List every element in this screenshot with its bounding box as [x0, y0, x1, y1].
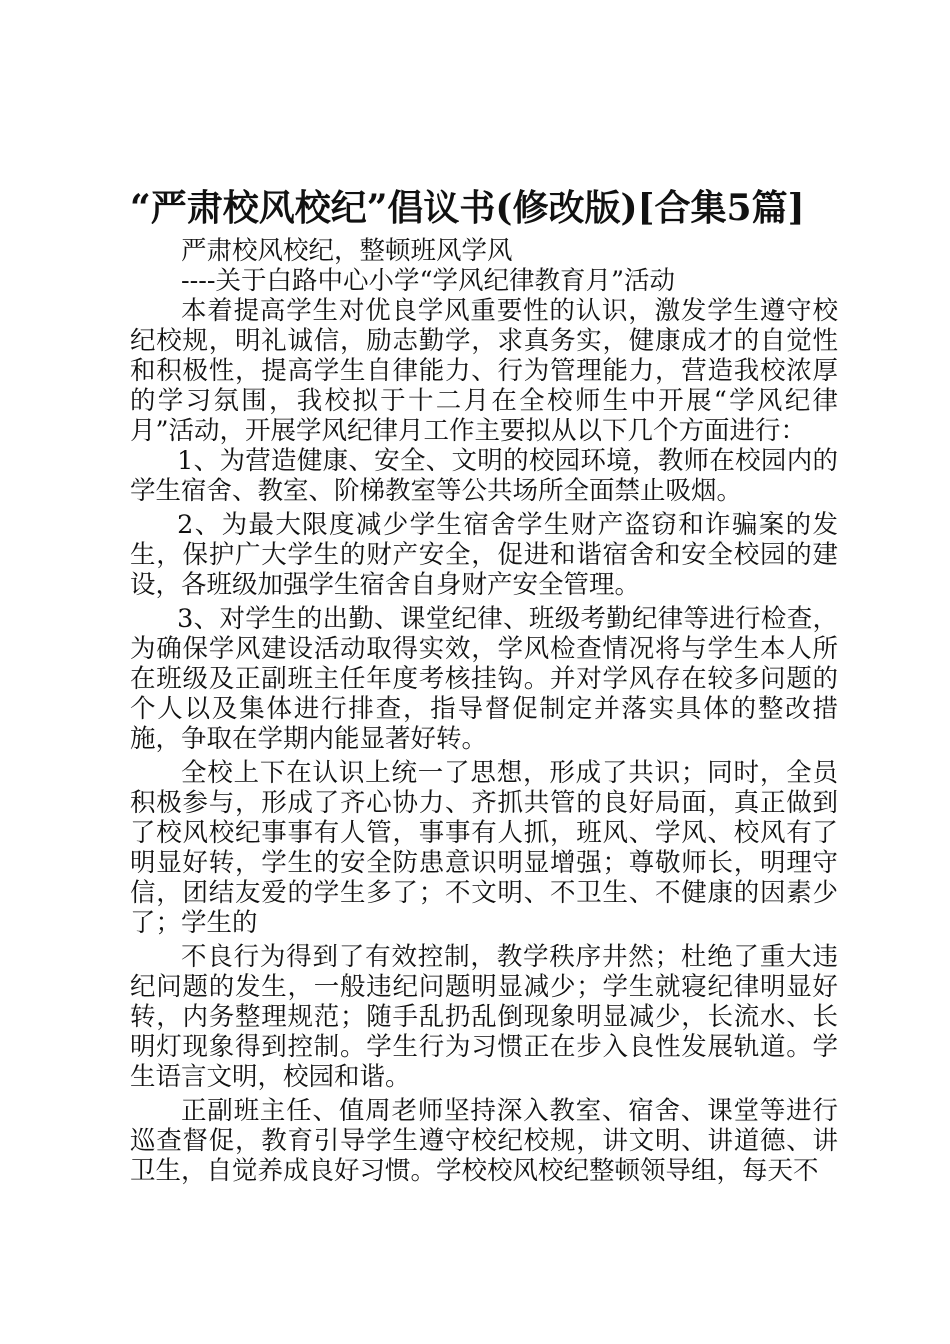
- paragraph-intro: 本着提高学生对优良学风重要性的认识，激发学生遵守校纪校规，明礼诚信，励志勤学，求真务实，健康成才的自觉性和积极性，提高学生自律能力、行为管理能力，营造我校浓厚的学习氛围，我校拟于十二月在全校师生中开展“学风纪律月”活动，开展学风纪律月工作主要拟从以下几个方面进行：: [130, 296, 838, 446]
- document-title: “严肃校风校纪”倡议书(修改版)[合集5篇]: [130, 187, 805, 229]
- paragraph-results: 全校上下在认识上统一了思想，形成了共识；同时，全员积极参与，形成了齐心协力、齐抓共管的良好局面，真正做到了校风校纪事事有人管，事事有人抓，班风、学风、校风有了明显好转，学生的安全防患意识明显增强；尊敬师长，明理守信，团结友爱的学生多了；不文明、不卫生、不健康的因素少了；学生的: [130, 758, 838, 938]
- subtitle-line: 严肃校风校纪，整顿班风学风: [181, 236, 513, 266]
- paragraph-item-1: 1、为营造健康、安全、文明的校园环境，教师在校园内的学生宿舍、教室、阶梯教室等公共场所全面禁止吸烟。: [130, 446, 838, 506]
- document-body: [130, 236, 838, 1186]
- subtitle-activity: ----关于白路中心小学“学风纪律教育月”活动: [181, 266, 676, 296]
- paragraph-supervision: 正副班主任、值周老师坚持深入教室、宿舍、课堂等进行巡查督促，教育引导学生遵守校纪校规，讲文明、讲道德、讲卫生，自觉养成良好习惯。学校校风校纪整顿领导组，每天不: [130, 1096, 838, 1186]
- paragraph-item-2: 2、为最大限度减少学生宿舍学生财产盗窃和诈骗案的发生，保护广大学生的财产安全，促进和谐宿舍和安全校园的建设，各班级加强学生宿舍自身财产安全管理。: [130, 510, 838, 600]
- paragraph-behavior: 不良行为得到了有效控制，教学秩序井然；杜绝了重大违纪问题的发生，一般违纪问题明显减少；学生就寝纪律明显好转，内务整理规范；随手乱扔乱倒现象明显减少，长流水、长明灯现象得到控制。学生行为习惯正在步入良性发展轨道。学生语言文明，校园和谐。: [130, 942, 838, 1092]
- paragraph-item-3: 3、对学生的出勤、课堂纪律、班级考勤纪律等进行检查，为确保学风建设活动取得实效，学风检查情况将与学生本人所在班级及正副班主任年度考核挂钩。并对学风存在较多问题的个人以及集体进行排查，指导督促制定并落实具体的整改措施，争取在学期内能显著好转。: [130, 604, 838, 754]
